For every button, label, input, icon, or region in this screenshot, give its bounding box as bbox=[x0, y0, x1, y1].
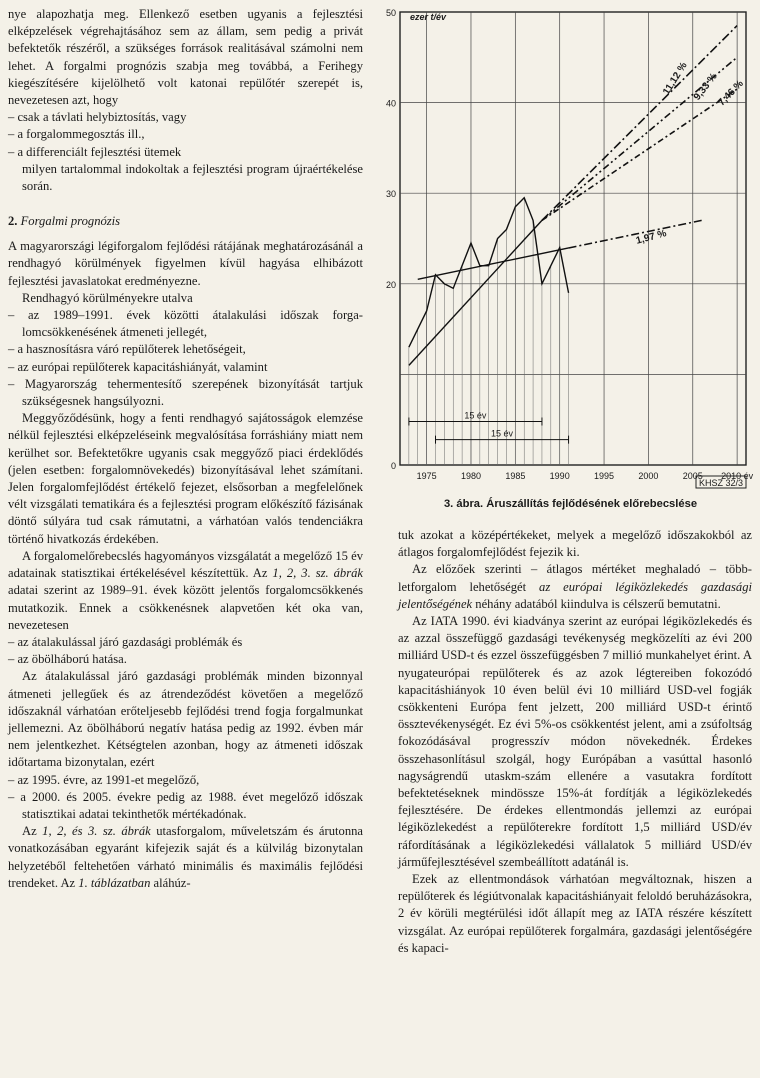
text-run: – az 1989–1991. évek közötti átalakulási időszak forgalomcsökkenésének átmeneti jellegét, bbox=[8, 308, 363, 340]
rate-label: 7,46 % bbox=[716, 78, 746, 109]
text-run: milyen tartalommal indokoltak a fejlesztési program újraértékelése során. bbox=[22, 161, 363, 194]
y-tick-label: 0 bbox=[390, 461, 396, 471]
paragraph bbox=[8, 161, 363, 195]
list-item bbox=[8, 772, 363, 789]
list-item bbox=[8, 307, 363, 341]
rate-label: 9,33 % bbox=[691, 71, 720, 103]
list-item bbox=[8, 634, 363, 651]
text-run: – a 2000. és 2005. évekre pedig az 1988. évet megelőző időszak statisztikai adatai tekinthetők mértékadónak. bbox=[8, 789, 363, 821]
text-run: – az öbölháború hatása. bbox=[8, 652, 127, 667]
emphasis: 1, 2, és 3. sz. ábrák bbox=[42, 824, 151, 839]
x-tick-label: 2000 bbox=[638, 471, 659, 481]
x-tick-label: 1985 bbox=[505, 471, 526, 481]
emphasis: 1. táblázatban bbox=[78, 875, 151, 890]
y-tick-label: 30 bbox=[385, 189, 396, 200]
text-run: Rendhagyó körülményekre utalva bbox=[22, 290, 193, 305]
text-run: Az IATA 1990. évi kiadványa szerint az európai légiközlekedés és az azzal összefüggő gazdasági tevékenység megközelíti az évi 200 milliárd USD-t és ezzel összefüggésben 7 millió munkahelyet érint. A nyugateurópai repülőterek és az azok légtereiben fokozódó kapacitáshiányok 10 éven belül évi 10 milliárd USD-vel fogják csökkenteni Európa fent jelzett, 200 milliárd USD-t érintő össztevékenységét. Ez évi 5%-os csökkentést jelent, ami a zsúfoltság fokozódásával progresszív módon növekednék. Érdekes összehasonlításul szolgál, hogy Európában a vasúttal hasonló nagyságrendű utaskm-szám ellenére a vasutakra fordított befektetéseknek mindössze 15%-át fordítják a légiközlekedés fejlesztésére. De érdekes ellentmondás jellemzi az európai légiközlekedést a repülőterekre fordított 1,5 milliárd USD/év ráfordításának a légiközlekedési vállalatok 5 milliárd USD/év járműfejlesztésével szembeállított adatánál is. bbox=[398, 614, 752, 869]
section-title: Forgalmi prognózis bbox=[20, 214, 121, 229]
text-run: – a differenciált fejlesztési ütemek bbox=[8, 144, 182, 159]
text-run: néhány adatából kiindulva is célszerű bemutatni. bbox=[475, 596, 721, 611]
paragraph bbox=[8, 548, 363, 634]
projection-line-low bbox=[569, 220, 702, 248]
paragraph bbox=[398, 561, 752, 613]
text-run: Meggyőződésünk, hogy a fenti rendhagyó sajátosságok elemzése nélkül fejlesztési elképzeléseink megvalósítása forráshiány miatt nem kerülhet sor. Befektetőkre ugyanis csak meggyőző piaci érdeklődés (jelen esetben: forgalomnövekedés) bizonyításával lehet számítani. Jelen forgalomfejlődést értékelő fejezet, elsősorban a megfelelőnek vélt vizsgálati tematikára és a fejlesztési program előkészítő fázisának döntő súlyára tud csak rámutatni, a várhatóan valós tendenciákra történő hivatkozás érdekében. bbox=[8, 411, 363, 546]
text-run: aláhúz- bbox=[153, 875, 191, 890]
text-run: – a forgalommegosztás ill., bbox=[8, 127, 145, 142]
text-run: – a hasznosításra váró repülőterek lehetőségeit, bbox=[8, 342, 246, 357]
section-number: 2. bbox=[8, 214, 18, 229]
text-run: nye alapozhatja meg. Ellenkező esetben ugyanis a fejlesztési elképzelések végrehajtásához sem az állam, sem pedig a privát befektetők részéről, a szükséges források realitásával számolni nem lehet. A forgalmi prognózis szabja meg továbbá, a Ferihegy kiegészítésére kijelölhető volt katonai repülőtér szerepét is, nevezetesen azt, hogy bbox=[8, 7, 363, 108]
figure-caption: 3. ábra. Áruszállítás fejlődésének előrebecslése bbox=[443, 498, 698, 510]
text-run: – az átalakulással járó gazdasági problémák és bbox=[8, 634, 243, 649]
text-run: – az 1995. évre, az 1991-et megelőző, bbox=[8, 772, 200, 787]
list-item bbox=[8, 376, 363, 410]
x-tick-label: 2010 év bbox=[721, 471, 754, 481]
figure-chart bbox=[378, 0, 758, 520]
text-run: A magyarországi légiforgalom fejlődési rátájának meghatározásánál a rendhagyó körülmények figyelmen kívül hagyása elhibázott fejlesztési javaslatokat eredményezne. bbox=[8, 239, 363, 288]
spacer bbox=[8, 195, 363, 213]
list-item bbox=[8, 651, 363, 668]
projection-line bbox=[542, 26, 737, 221]
paragraph bbox=[8, 290, 363, 307]
paragraph bbox=[398, 613, 752, 871]
text-run: Az átalakulással járó gazdasági problémák minden bizonnyal átmeneti jellegűek és az átrendeződést követően a megelőző időszaknál várhatóan erőteljesebb fejlődési trend fogja forgalmunkat jellemezni. Az öbölháború negatív hatása pedig az 1992. évben már nem jelentkezhet. Kétségtelen azonban, hogy az átmeneti időszak időtartama bizonytalan, ezért bbox=[8, 669, 363, 770]
list-item bbox=[8, 359, 363, 376]
text-run: utasforgalom, műveletszám és árutonna vonatkozásában egyaránt kifejezik saját és a külvilág bizonytalan helyzetéből feltehetően várható minimális és maximális fejlődési trendeket. Az bbox=[8, 824, 363, 890]
text-run: Az előzőek szerinti – átlagos mértéket meghaladó – többletforgalom lehetőségét bbox=[398, 562, 752, 594]
x-tick-label: 2005 bbox=[682, 471, 703, 481]
text-run: A forgalomelőrebecslés hagyományos vizsgálatát a megelőző 15 év adatainak statisztikai értékelésével készítettük. Az bbox=[8, 548, 363, 581]
paragraph bbox=[8, 6, 363, 109]
text-run: – Magyarország tehermentesítő szerepének bizonyítását tartjuk szükségesnek hangsúlyozni. bbox=[8, 376, 363, 409]
list-item bbox=[8, 126, 363, 143]
rate-label: 1,97 % bbox=[634, 228, 668, 247]
x-tick-label: 1980 bbox=[460, 471, 481, 481]
text-run: – csak a távlati helybiztosítás, vagy bbox=[8, 110, 187, 125]
x-tick-label: 1990 bbox=[549, 471, 570, 481]
list-item bbox=[8, 144, 363, 161]
emphasis: az európai légiközlekedés gazdasági jelentőségének bbox=[398, 579, 752, 611]
rate-label: 11,12 % bbox=[661, 60, 690, 97]
trend-line-base bbox=[409, 220, 542, 365]
figure-code: KHSZ 32/3 bbox=[698, 478, 744, 488]
y-axis-unit: ezer t/év bbox=[410, 12, 447, 22]
text-run: Ezek az ellentmondások várhatóan megváltoznak, hiszen a repülőterek és légiútvonalak kapacitáshiányait feloldó beruházásokra, 2 év körüli megtérülési időt állapít meg az IATA részére készített vizsgálat. Az európai repülőterek forgalmára, gazdasági jelentőségére és kapaci- bbox=[398, 872, 752, 955]
list-item bbox=[8, 109, 363, 126]
left-column bbox=[8, 6, 363, 892]
span-label: 15 év bbox=[464, 410, 487, 421]
paragraph bbox=[8, 410, 363, 548]
text-run: adatai szerint az 1989–91. évek között jelentős forgalomcsökkenés mutatkozik. Ennek a csökkenésnek alapvetően két oka van, nevezetesen bbox=[8, 583, 363, 632]
right-column bbox=[398, 527, 752, 957]
list-item bbox=[8, 789, 363, 823]
paragraph bbox=[8, 668, 363, 771]
y-tick-label: 20 bbox=[385, 279, 396, 290]
y-tick-label: 50 bbox=[385, 8, 396, 18]
span-label: 15 év bbox=[491, 428, 514, 439]
paragraph bbox=[8, 823, 363, 892]
plot-frame bbox=[400, 12, 746, 465]
paragraph bbox=[398, 527, 752, 561]
projection-line bbox=[542, 89, 737, 220]
text-run: Az bbox=[22, 824, 37, 839]
paragraph bbox=[398, 871, 752, 957]
emphasis: 1, 2, 3. sz. ábrák bbox=[272, 566, 363, 581]
paragraph bbox=[8, 238, 363, 290]
x-tick-label: 1975 bbox=[416, 471, 437, 481]
text-run: tuk azokat a középértékeket, melyek a megelőző időszakokból az átlagos forgalomfejlődést fejezik ki. bbox=[398, 528, 752, 560]
list-item bbox=[8, 341, 363, 358]
text-run: – az európai repülőterek kapacitáshiányát, valamint bbox=[8, 359, 268, 374]
y-tick-label: 40 bbox=[385, 98, 396, 109]
x-tick-label: 1995 bbox=[594, 471, 615, 481]
section-heading bbox=[8, 213, 363, 230]
